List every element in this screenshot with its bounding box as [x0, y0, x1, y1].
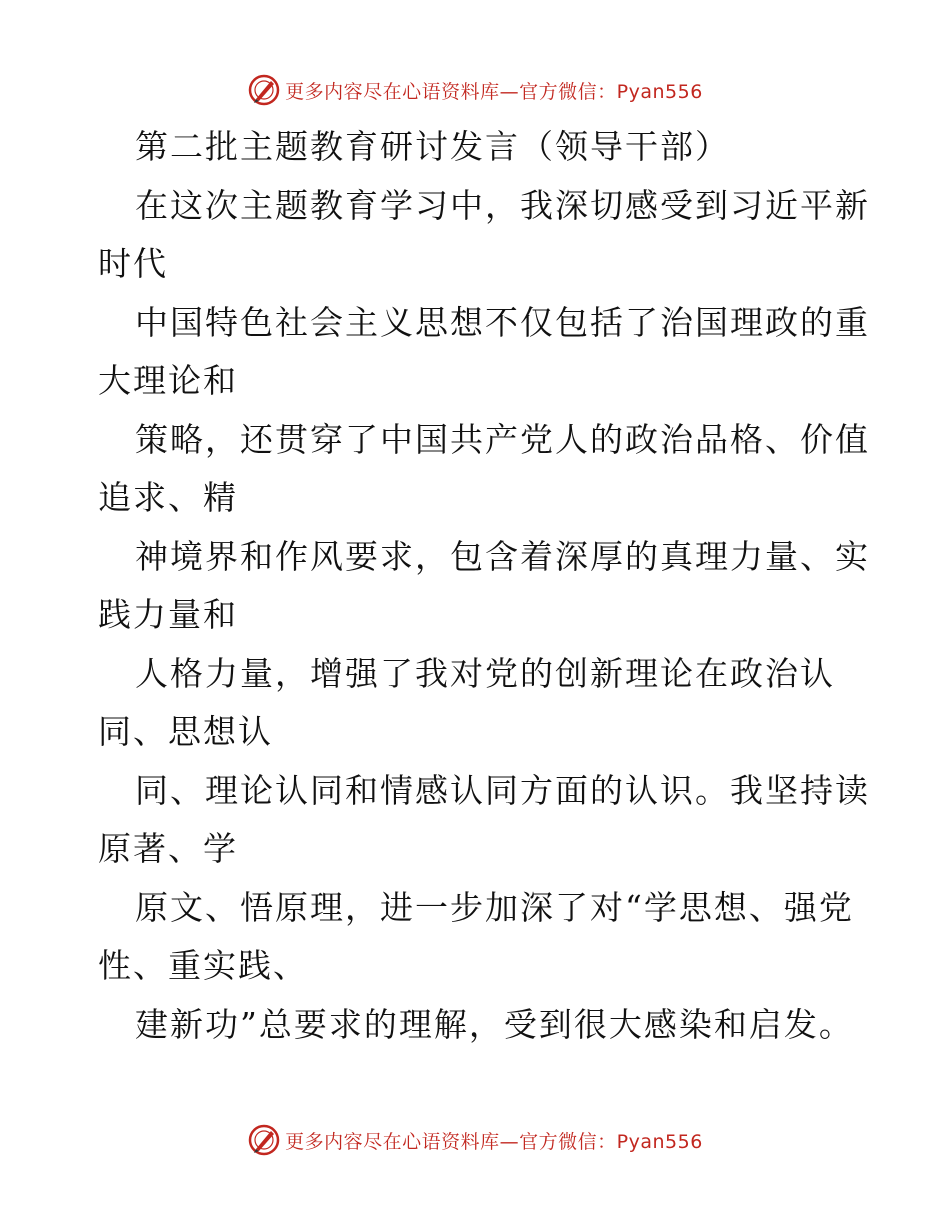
banner-wechat: 官方微信：Pyan556 [519, 1130, 703, 1153]
doc-line: 时代 [98, 244, 168, 283]
doc-title: 第二批主题教育研讨发言（领导干部） [135, 127, 730, 166]
banner-site-name: 更多内容尽在心语资料库 [285, 1130, 500, 1153]
quill-pen-logo-icon [247, 1123, 281, 1157]
banner-wechat: 官方微信：Pyan556 [519, 80, 703, 103]
doc-line: 践力量和 [98, 595, 238, 634]
doc-line: 在这次主题教育学习中，我深切感受到习近平新 [135, 185, 870, 225]
doc-line: 中国特色社会主义思想不仅包括了治国理政的重 [135, 302, 870, 342]
doc-line: 追求、精 [98, 478, 238, 517]
doc-line: 神境界和作风要求，包含着深厚的真理力量、实 [135, 536, 870, 576]
footer-banner [0, 1120, 950, 1160]
banner-site-name: 更多内容尽在心语资料库 [285, 80, 500, 103]
banner-text [285, 1127, 703, 1154]
banner-separator: — [499, 1130, 520, 1153]
doc-line: 同、思想认 [98, 712, 273, 751]
banner-separator: — [499, 80, 520, 103]
doc-line: 大理论和 [98, 361, 238, 400]
doc-line: 建新功”总要求的理解，受到很大感染和启发。 [135, 1004, 854, 1044]
doc-line: 性、重实践、 [98, 946, 308, 985]
quill-pen-logo-icon [247, 73, 281, 107]
document-body [98, 118, 870, 1054]
doc-line: 原著、学 [98, 829, 238, 868]
doc-line: 原文、悟原理，进一步加深了对“学思想、强党 [135, 887, 854, 927]
header-banner [0, 70, 950, 110]
banner-text [285, 77, 703, 104]
doc-line: 同、理论认同和情感认同方面的认识。我坚持读 [135, 770, 870, 810]
doc-line: 策略，还贯穿了中国共产党人的政治品格、价值 [135, 419, 870, 459]
doc-line: 人格力量，增强了我对党的创新理论在政治认 [135, 653, 835, 693]
